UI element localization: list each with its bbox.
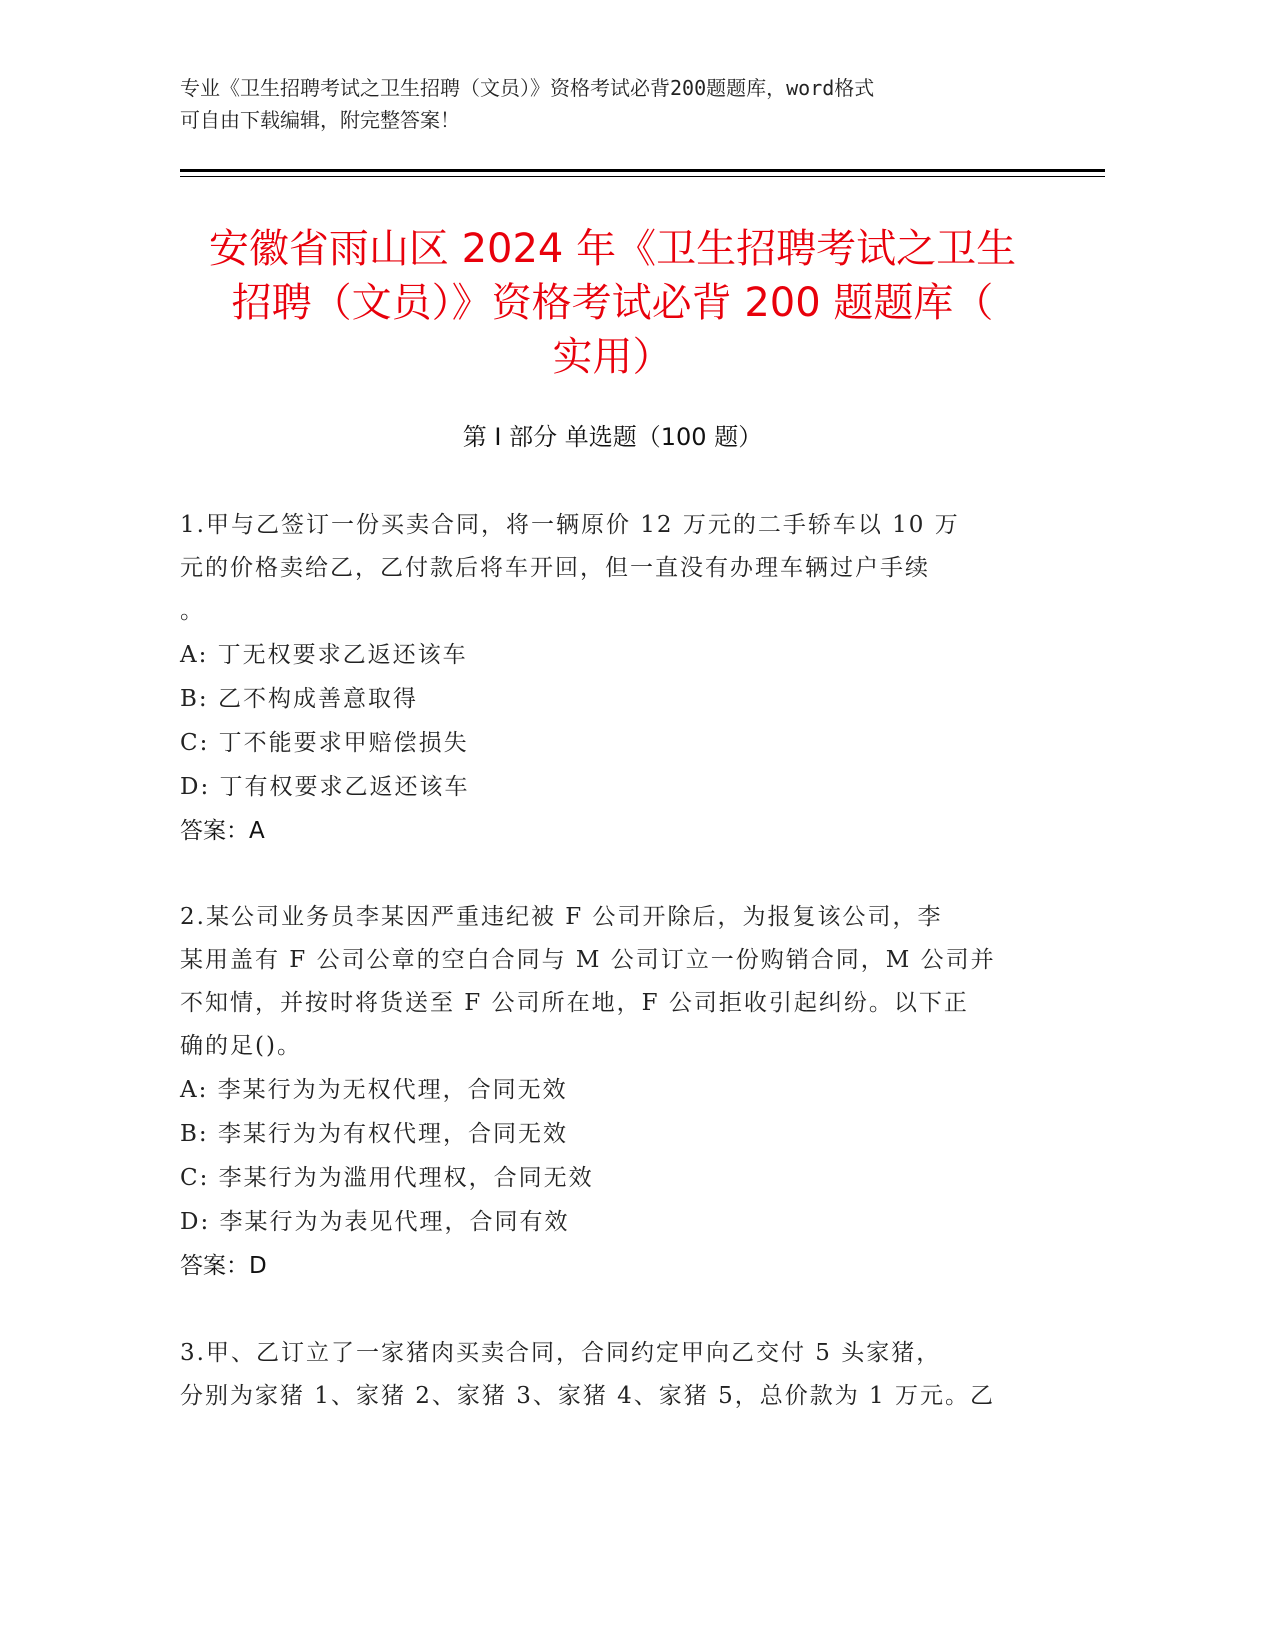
question-3: [180, 1332, 1040, 1418]
header-rule-thick: [180, 169, 1105, 172]
option-d: D: 李某行为为表见代理，合同有效: [180, 1209, 570, 1235]
question-stem-line: 3.甲、乙订立了一家猪肉买卖合同，合同约定甲向乙交付 5 头家猪，: [180, 1340, 942, 1366]
title-line-3: 实用）: [552, 334, 673, 380]
title-line-1: 安徽省雨山区 2024 年《卫生招聘考试之卫生: [208, 226, 1017, 272]
option-b: B: 李某行为为有权代理，合同无效: [180, 1121, 568, 1147]
option-a: A: 李某行为为无权代理，合同无效: [180, 1077, 568, 1103]
title-line-2: 招聘（文员）》资格考试必背 200 题题库（: [231, 280, 994, 326]
header-rule-thin: [180, 176, 1105, 177]
option-d: D: 丁有权要求乙返还该车: [180, 774, 470, 800]
answer-line: 答案：D: [180, 1253, 267, 1279]
question-stem-line: 某用盖有 F 公司公章的空白合同与 M 公司订立一份购销合同，M 公司并: [180, 947, 996, 973]
question-stem-line: 1.甲与乙签订一份买卖合同，将一辆原价 12 万元的二手轿车以 10 万: [180, 512, 960, 538]
question-stem-line: 确的足()。: [180, 1033, 302, 1059]
header-note-line-2: 可自由下载编辑，附完整答案！: [180, 108, 460, 132]
question-stem-line: 2.某公司业务员李某因严重违纪被 F 公司开除后，为报复该公司，李: [180, 904, 943, 930]
question-stem-line: 分别为家猪 1、家猪 2、家猪 3、家猪 4、家猪 5，总价款为 1 万元。乙: [180, 1383, 995, 1409]
header-note-line-1: 专业《卫生招聘考试之卫生招聘（文员）》资格考试必背200题题库，word格式: [180, 76, 875, 100]
answer-line: 答案：A: [180, 818, 265, 844]
option-c: C: 李某行为为滥用代理权，合同无效: [180, 1165, 594, 1191]
option-c: C: 丁不能要求甲赔偿损失: [180, 730, 469, 756]
question-stem-line: 元的价格卖给乙，乙付款后将车开回，但一直没有办理车辆过户手续: [180, 555, 930, 581]
question-stem-line: 不知情，并按时将货送至 F 公司所在地，F 公司拒收引起纠纷。以下正: [180, 990, 969, 1016]
section-heading: 第 I 部分 单选题（100 题）: [462, 423, 763, 451]
question-2: [180, 896, 1040, 1288]
header-note: [180, 72, 1040, 136]
question-1: [180, 504, 1040, 853]
option-b: B: 乙不构成善意取得: [180, 686, 418, 712]
document-title: [180, 222, 1045, 384]
option-a: A: 丁无权要求乙返还该车: [180, 642, 468, 668]
question-stem-line: 。: [180, 598, 205, 624]
